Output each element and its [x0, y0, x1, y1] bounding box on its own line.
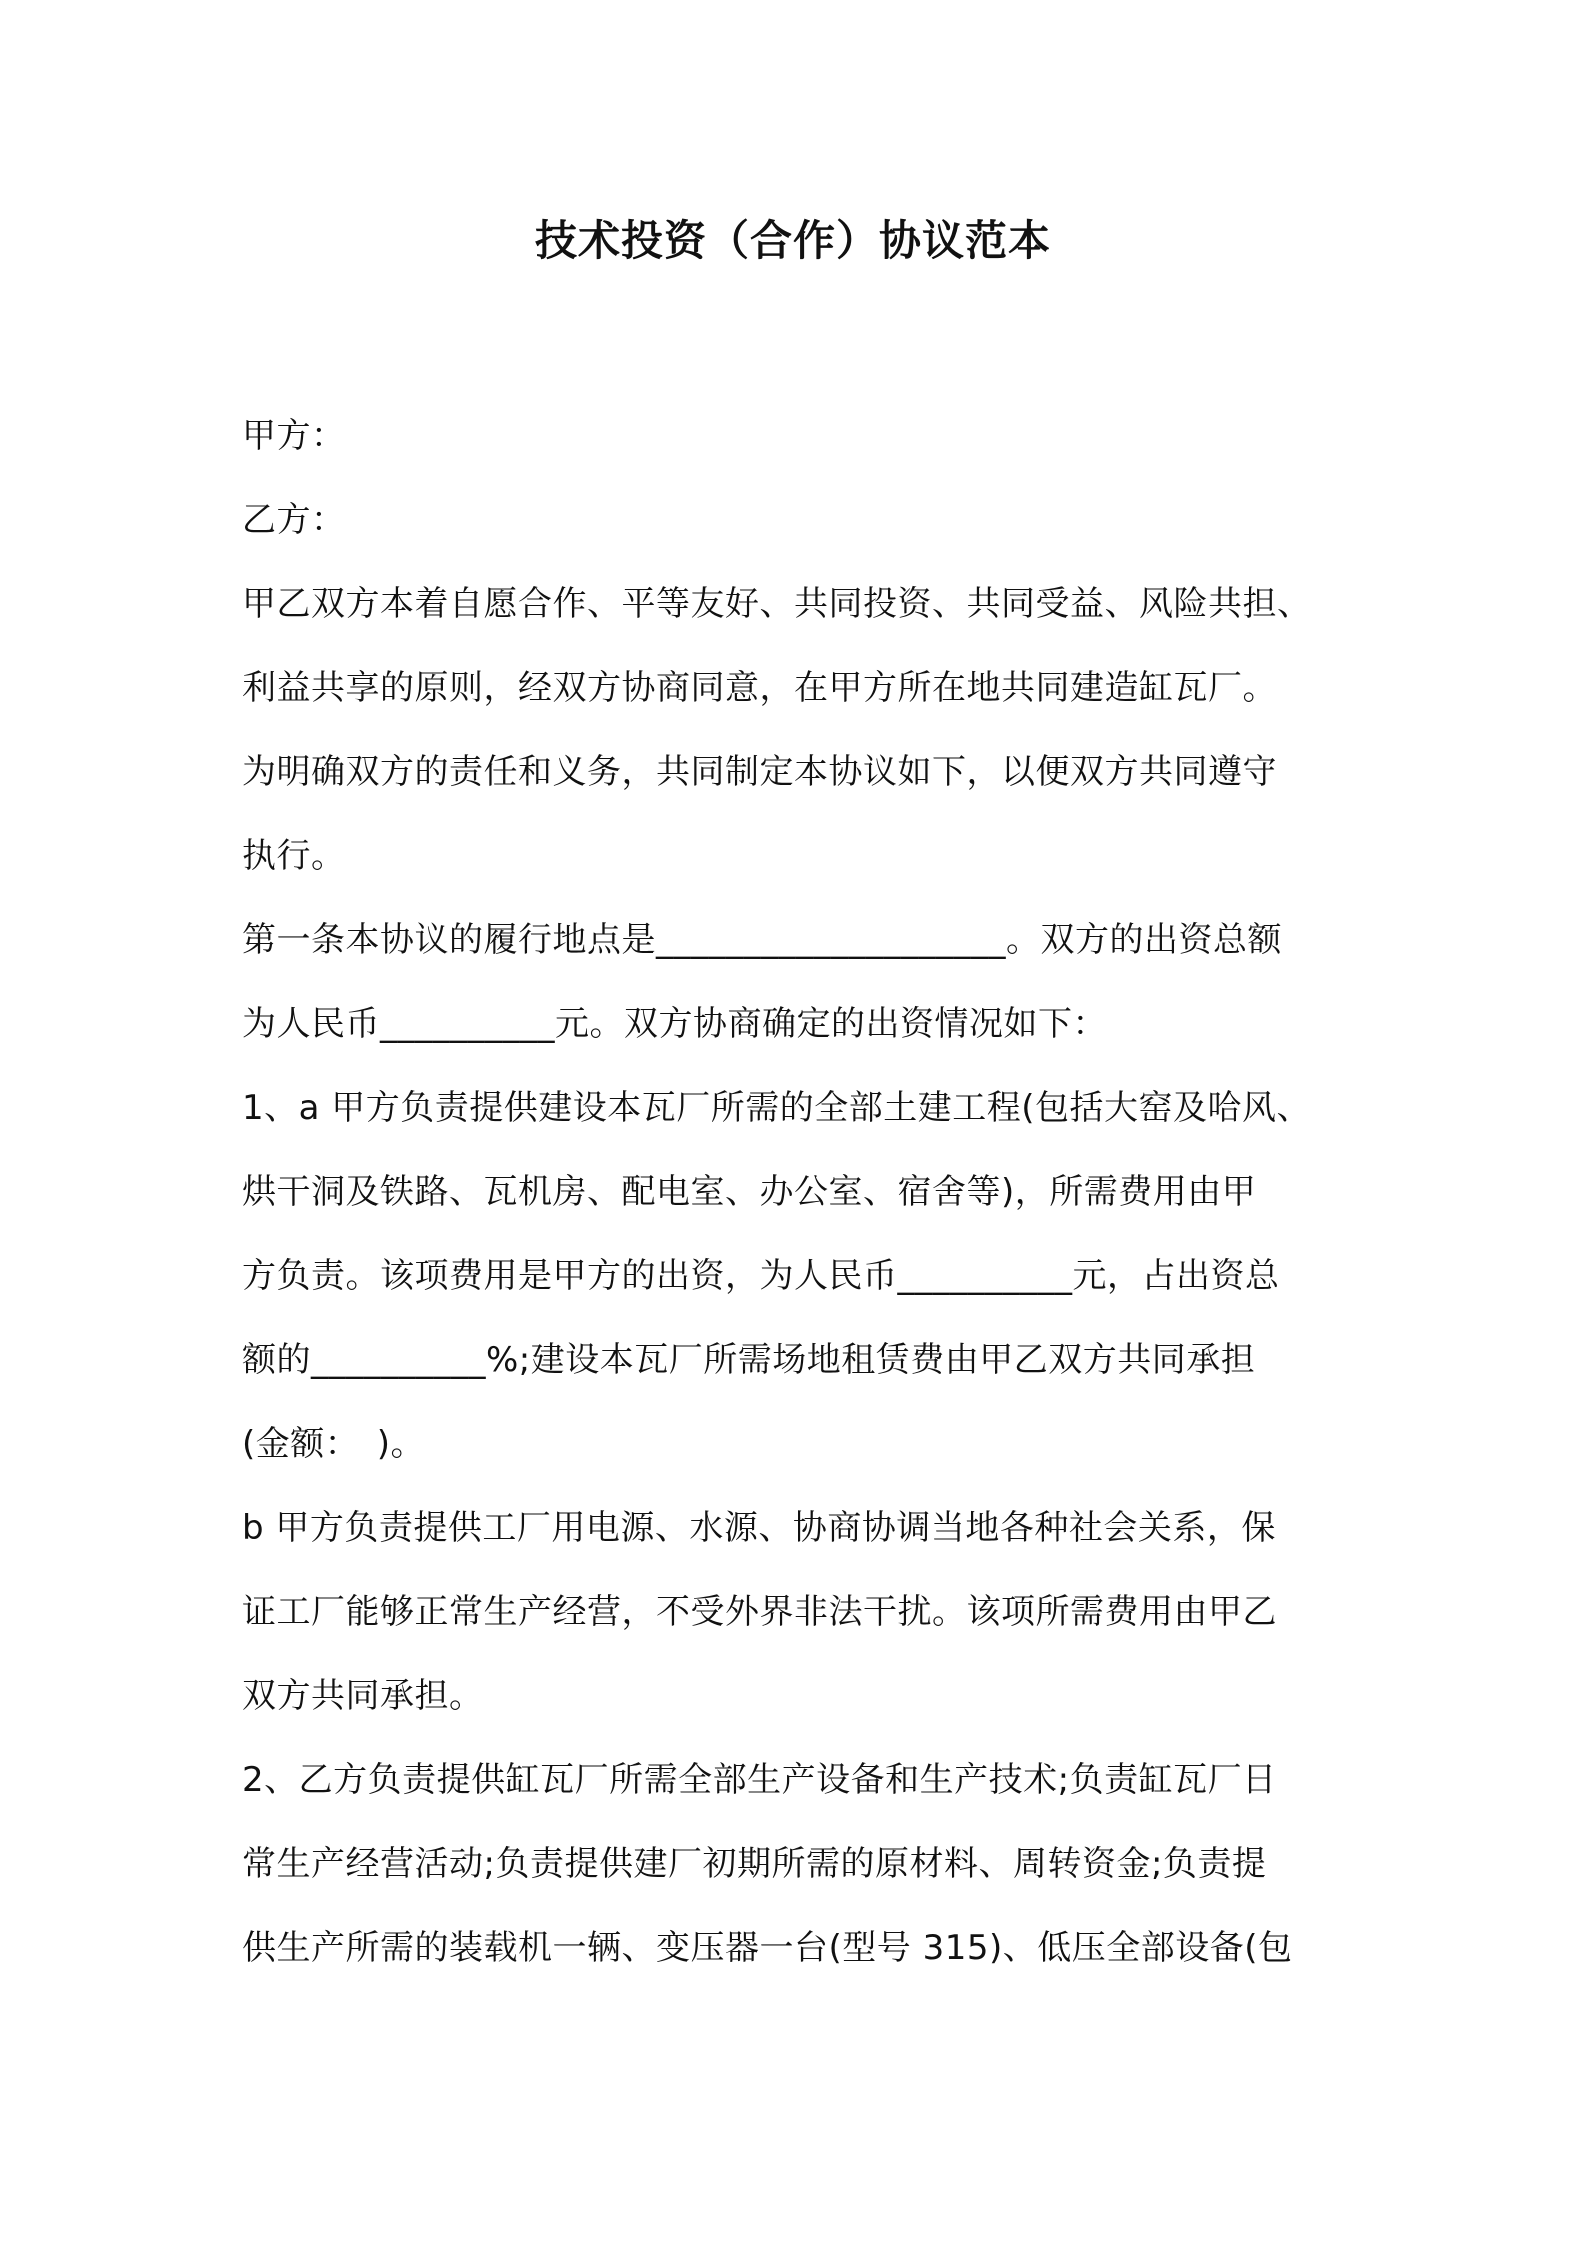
paragraph-line: 2、乙方负责提供缸瓦厂所需全部生产设备和生产技术;负责缸瓦厂日 — [242, 1760, 1277, 1800]
paragraph-line: 为明确双方的责任和义务，共同制定本协议如下，以便双方共同遵守 — [242, 752, 1277, 792]
paragraph-line: 甲乙双方本着自愿合作、平等友好、共同投资、共同受益、风险共担、 — [242, 584, 1312, 624]
paragraph-line: 利益共享的原则，经双方协商同意，在甲方所在地共同建造缸瓦厂。 — [242, 668, 1277, 708]
paragraph-line: 常生产经营活动;负责提供建厂初期所需的原材料、周转资金;负责提 — [242, 1844, 1267, 1884]
party-a-line: 甲方： — [242, 416, 346, 456]
paragraph-line: 第一条本协议的履行地点是____________________。双方的出资总额 — [242, 920, 1282, 960]
paragraph-line: 双方共同承担。 — [242, 1676, 484, 1716]
party-b-line: 乙方： — [242, 500, 346, 540]
paragraph-line: 为人民币__________元。双方协商确定的出资情况如下： — [242, 1004, 1107, 1044]
paragraph-line: (金额： )。 — [242, 1424, 426, 1464]
paragraph-line: 供生产所需的装载机一辆、变压器一台(型号 315)、低压全部设备(包 — [242, 1928, 1293, 1968]
paragraph-line: 1、a 甲方负责提供建设本瓦厂所需的全部土建工程(包括大窑及哈风、 — [242, 1088, 1312, 1128]
document-title: 技术投资（合作）协议范本 — [534, 216, 1051, 265]
paragraph-line: 执行。 — [242, 836, 346, 876]
paragraph-line: 证工厂能够正常生产经营，不受外界非法干扰。该项所需费用由甲乙 — [242, 1592, 1277, 1632]
paragraph-line: 烘干洞及铁路、瓦机房、配电室、办公室、宿舍等)，所需费用由甲 — [242, 1172, 1257, 1212]
paragraph-line: 额的__________%;建设本瓦厂所需场地租赁费由甲乙双方共同承担 — [242, 1340, 1256, 1380]
paragraph-line: b 甲方负责提供工厂用电源、水源、协商协调当地各种社会关系，保 — [242, 1508, 1276, 1548]
paragraph-line: 方负责。该项费用是甲方的出资，为人民币__________元，占出资总 — [242, 1256, 1280, 1296]
